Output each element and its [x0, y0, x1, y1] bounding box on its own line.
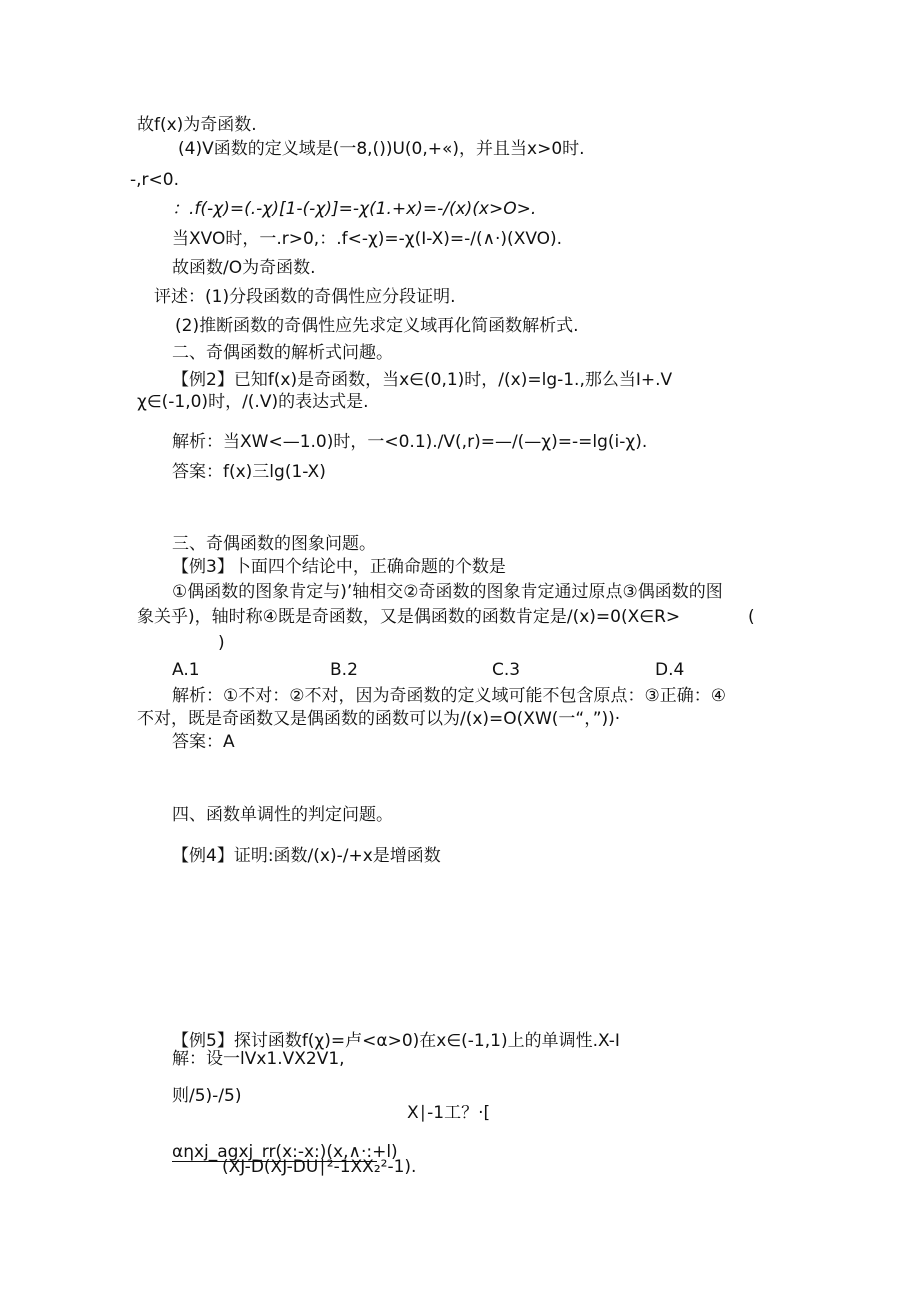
answer-line: 答案：f(x)三lg(1-X)	[172, 462, 326, 482]
text-line: χ∈(-1,0)时，/(.V)的表达式是.	[137, 392, 369, 412]
option-a: A.1	[172, 660, 200, 680]
text-line: 当XVO时，一.r>0,：.f<-χ)=-χ(I-X)=-/(∧·)(XVO).	[172, 229, 563, 249]
text-line: 故f(x)为奇函数.	[137, 115, 257, 135]
text-line: 故函数/O为奇函数.	[172, 258, 316, 278]
text-line: 解析：当XW<—1.0)时，一<0.1).∕V(,r)=—/(—χ)=-=lg(i-χ).	[172, 432, 648, 452]
section-heading: 二、奇偶函数的解析式问趣。	[172, 343, 393, 363]
text-line: 则/5)-/5)	[172, 1086, 242, 1106]
text-line: -,r<0.	[130, 170, 179, 190]
option-d: D.4	[655, 660, 685, 680]
example-title: 【例3】卜面四个结论中，正确命题的个数是	[172, 557, 506, 577]
section-heading: 四、函数单调性的判定问题。	[172, 805, 393, 825]
answer-bracket-open: (	[748, 607, 755, 627]
text-line: ：.f(-χ)=(.-χ)[1-(-χ)]=-χ(1.+x)=-/(x)(x>O>.	[172, 199, 537, 219]
text-line: X∣-1工？·[	[407, 1103, 491, 1123]
text-line: 解：设一lVx1.VX2V1,	[172, 1049, 345, 1069]
example-title: 【例2】已知f(x)是奇函数，当x∈(0,1)时，/(x)=lg-1.,那么当I+.V	[172, 370, 673, 390]
text-line: 不对，既是奇函数又是偶函数的函数可以为/(x)=O(XW(一“，”))·	[137, 709, 621, 729]
text-line: (2)推断函数的奇偶性应先求定义域再化简函数解析式.	[175, 316, 579, 336]
text-line: 解析：①不对：②不对，因为奇函数的定义域可能不包含原点：③正确：④	[172, 686, 726, 706]
text-line: 评述：(1)分段函数的奇偶性应分段证明.	[154, 287, 456, 307]
answer-line: 答案：A	[172, 732, 235, 752]
example-title: 【例4】证明:函数/(x)-/+x是增函数	[172, 846, 441, 866]
fraction-numerator: αηxj_agxj_rr(x:-x:)(x,∧·:+l)	[172, 1142, 398, 1162]
section-heading: 三、奇偶函数的图象问题。	[172, 534, 376, 554]
text-line: ①偶函数的图象肯定与)’轴相交②奇函数的图象肯定通过原点③偶函数的图	[172, 582, 723, 602]
option-c: C.3	[492, 660, 521, 680]
text-line: 象关乎)，轴时称④既是奇函数，又是偶函数的函数肯定是/(x)=0(X∈R>	[137, 607, 681, 627]
example-title: 【例5】探讨函数f(χ)=卢<α>0)在x∈(-1,1)上的单调性.X-I	[172, 1031, 620, 1051]
fraction-denominator: (XJ-D(XJ-DU∣²-1XX₂²-1).	[222, 1157, 417, 1177]
answer-bracket-close: )	[218, 633, 225, 653]
option-b: B.2	[330, 660, 358, 680]
text-line: (4)V函数的定义域是(一8,())U(0,+«)，并且当x>0时.	[178, 139, 585, 159]
